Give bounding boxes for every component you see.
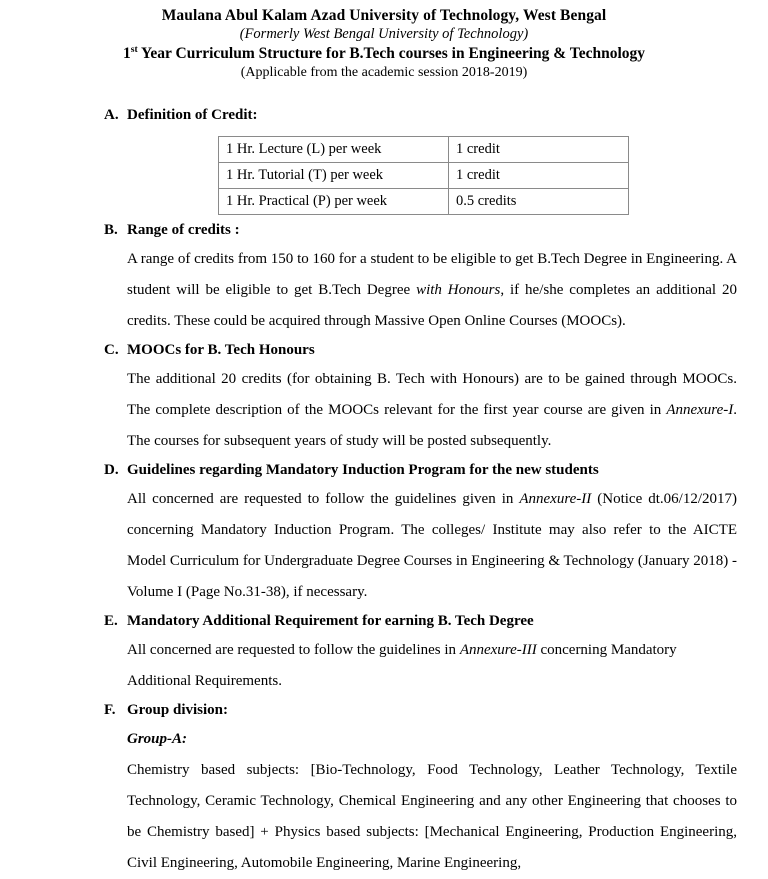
section-b-text-part2: , if he/she completes an additional 20 credits. These could be acquired through Massive Open Online Courses (MOOCs). <box>127 282 737 329</box>
credit-value-cell: 1 credit <box>449 163 629 189</box>
section-e-title: Mandatory Additional Requirement for earning B. Tech Degree <box>127 613 534 629</box>
table-row <box>219 189 629 215</box>
section-b-marker: B. <box>104 222 118 238</box>
curriculum-year-ordinal-suffix: st <box>130 43 138 55</box>
section-a-heading <box>0 102 768 129</box>
section-b-title: Range of credits : <box>127 222 240 238</box>
curriculum-title <box>0 44 768 63</box>
section-f-marker: F. <box>104 702 116 718</box>
section-f-title: Group division: <box>127 702 229 718</box>
credit-definition-table <box>218 136 629 215</box>
table-row <box>219 163 629 189</box>
section-e-marker: E. <box>104 613 118 629</box>
section-d-text-part2: (Notice dt.06/12/2017) concerning Mandatory Induction Program. The colleges/ Institute may also refer to the AICTE Model Curriculum for Undergraduate Degree Courses in Engineering & Technology (January 2018) -Volume I (Page No.31-38), if necessary. <box>127 491 737 600</box>
credit-activity-cell: 1 Hr. Practical (P) per week <box>219 189 449 215</box>
section-d-heading <box>0 457 768 484</box>
section-group-division <box>0 697 768 879</box>
credit-value-cell: 0.5 credits <box>449 189 629 215</box>
section-e-annexure-reference: Annexure-III <box>459 642 537 658</box>
university-name: Maulana Abul Kalam Azad University of Technology, West Bengal <box>161 7 607 24</box>
section-d-annexure-reference: Annexure-II <box>519 491 592 507</box>
section-c-text-part1: The additional 20 credits (for obtaining B. Tech with Honours) are to be gained through MOOCs. The complete description of the MOOCs relevant for the first year course are given in <box>127 371 737 418</box>
credit-value-cell: 1 credit <box>449 137 629 163</box>
section-induction-program-guidelines <box>0 457 768 608</box>
section-b-paragraph <box>0 244 768 337</box>
section-d-title: Guidelines regarding Mandatory Induction Program for the new students <box>127 462 599 478</box>
section-definition-of-credit <box>0 102 768 217</box>
credit-activity-cell: 1 Hr. Tutorial (T) per week <box>219 163 449 189</box>
section-c-annexure-reference: Annexure-I <box>666 402 734 418</box>
section-mandatory-additional-requirement <box>0 608 768 697</box>
document-header <box>0 0 768 82</box>
credit-table-body <box>219 137 629 215</box>
section-c-text-part2: . The courses for subsequent years of study will be posted subsequently. <box>127 402 737 449</box>
applicable-session: (Applicable from the academic session 2018-2019) <box>240 65 528 80</box>
section-b-text-part1: A range of credits from 150 to 160 for a student to be eligible to get B.Tech Degree in Engineering. A student will be eligible to get B.Tech Degree <box>127 251 737 298</box>
curriculum-year-number: 1 <box>122 45 131 62</box>
document-body <box>0 102 768 879</box>
university-former-name: (Formerly West Bengal University of Technology) <box>239 26 529 42</box>
table-row <box>219 137 629 163</box>
section-a-marker: A. <box>104 107 119 123</box>
section-d-text-part1: All concerned are requested to follow the guidelines given in <box>127 491 520 507</box>
section-e-text-part1: All concerned are requested to follow the guidelines in <box>127 642 460 658</box>
section-d-marker: D. <box>104 462 119 478</box>
curriculum-title-rest: Year Curriculum Structure for B.Tech courses in Engineering & Technology <box>137 45 646 62</box>
credit-table-container <box>0 129 768 217</box>
section-c-heading <box>0 337 768 364</box>
group-a-paragraph: Chemistry based subjects: [Bio-Technology, Food Technology, Leather Technology, Textile Technology, Ceramic Technology, Chemical Engineering and any other Engineering that chooses to be Chemistry based] + Physics based subjects: [Mechanical Engineering, Production Engineering, Civil Engineering, Automobile Engineering, Marine Engineering, <box>127 762 737 871</box>
group-a-label: Group-A: <box>127 731 188 747</box>
section-c-marker: C. <box>104 342 119 358</box>
section-b-emphasis: with Honours <box>416 282 501 298</box>
section-moocs-for-btech-honours <box>0 337 768 457</box>
section-e-paragraph <box>0 635 768 697</box>
section-c-title: MOOCs for B. Tech Honours <box>127 342 315 358</box>
section-f-heading <box>0 697 768 724</box>
section-d-paragraph <box>0 484 768 608</box>
section-e-heading <box>0 608 768 635</box>
section-c-paragraph <box>0 364 768 457</box>
section-b-heading <box>0 217 768 244</box>
credit-activity-cell: 1 Hr. Lecture (L) per week <box>219 137 449 163</box>
section-e-text-part2: concerning Mandatory Additional Requirements. <box>127 642 677 689</box>
section-range-of-credits <box>0 217 768 337</box>
section-a-title: Definition of Credit: <box>127 107 258 123</box>
